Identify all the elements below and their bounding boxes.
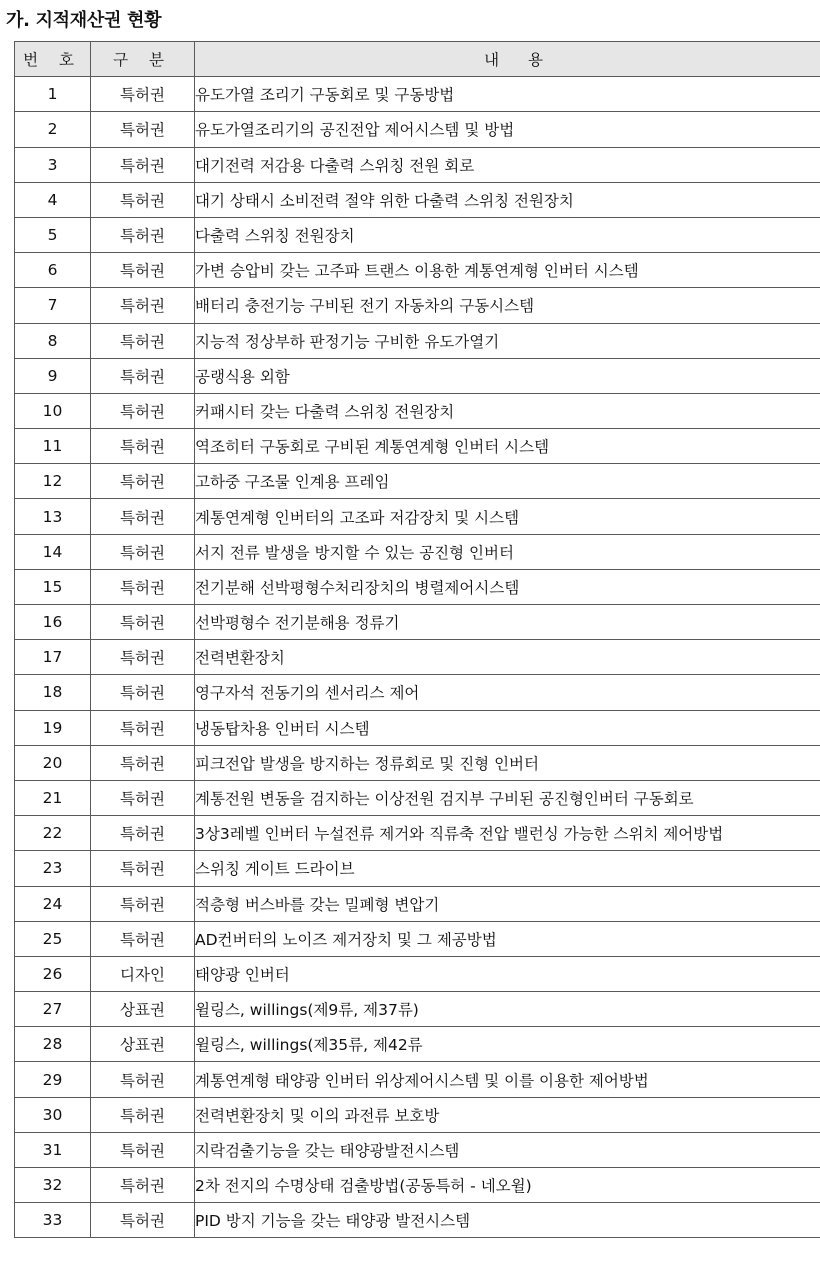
row-category-cell: 특허권	[91, 499, 195, 534]
row-content-cell: 선박평형수 전기분해용 정류기	[195, 605, 820, 640]
row-number-cell: 17	[15, 640, 91, 675]
row-content-cell: 역조히터 구동회로 구비된 계통연계형 인버터 시스템	[195, 429, 820, 464]
table-row	[15, 851, 820, 886]
row-content-cell: PID 방지 기능을 갖는 태양광 발전시스템	[195, 1203, 820, 1238]
row-category-cell: 상표권	[91, 992, 195, 1027]
section-title: 가. 지적재산권 현황	[6, 10, 162, 31]
row-category-cell: 특허권	[91, 77, 195, 112]
table-row	[15, 710, 820, 745]
row-number-cell: 27	[15, 992, 91, 1027]
table-row	[15, 992, 820, 1027]
row-category-cell: 특허권	[91, 1062, 195, 1097]
table-row	[15, 1168, 820, 1203]
row-number-cell: 22	[15, 816, 91, 851]
table-row	[15, 77, 820, 112]
row-number-cell: 5	[15, 217, 91, 252]
row-number-cell: 19	[15, 710, 91, 745]
row-content-cell: 유도가열조리기의 공진전압 제어시스템 및 방법	[195, 112, 820, 147]
table-row	[15, 112, 820, 147]
row-number-cell: 32	[15, 1168, 91, 1203]
row-content-cell: 대기전력 저감용 다출력 스위칭 전원 회로	[195, 147, 820, 182]
table-row	[15, 1027, 820, 1062]
header-number: 번 호	[15, 42, 91, 77]
row-content-cell: 냉동탑차용 인버터 시스템	[195, 710, 820, 745]
row-number-cell: 15	[15, 569, 91, 604]
table-row	[15, 253, 820, 288]
row-content-cell: 가변 승압비 갖는 고주파 트랜스 이용한 계통연계형 인버터 시스템	[195, 253, 820, 288]
row-number-cell: 21	[15, 780, 91, 815]
row-category-cell: 특허권	[91, 534, 195, 569]
row-content-cell: 지락검출기능을 갖는 태양광발전시스템	[195, 1132, 820, 1167]
row-category-cell: 특허권	[91, 464, 195, 499]
row-content-cell: 계통연계형 태양광 인버터 위상제어시스템 및 이를 이용한 제어방법	[195, 1062, 820, 1097]
row-content-cell: 전력변환장치	[195, 640, 820, 675]
row-category-cell: 특허권	[91, 217, 195, 252]
table-row	[15, 534, 820, 569]
table-row	[15, 393, 820, 428]
table-row	[15, 1203, 820, 1238]
row-content-cell: 계통연계형 인버터의 고조파 저감장치 및 시스템	[195, 499, 820, 534]
row-number-cell: 18	[15, 675, 91, 710]
table-row	[15, 921, 820, 956]
table-row	[15, 182, 820, 217]
row-category-cell: 특허권	[91, 851, 195, 886]
row-content-cell: 피크전압 발생을 방지하는 정류회로 및 진형 인버터	[195, 745, 820, 780]
row-category-cell: 특허권	[91, 605, 195, 640]
row-content-cell: 다출력 스위칭 전원장치	[195, 217, 820, 252]
header-content: 내 용	[195, 42, 820, 77]
row-number-cell: 29	[15, 1062, 91, 1097]
row-category-cell: 특허권	[91, 182, 195, 217]
row-number-cell: 1	[15, 77, 91, 112]
table-row	[15, 464, 820, 499]
row-category-cell: 특허권	[91, 816, 195, 851]
row-content-cell: 계통전원 변동을 검지하는 이상전원 검지부 구비된 공진형인버터 구동회로	[195, 780, 820, 815]
row-number-cell: 28	[15, 1027, 91, 1062]
table-row	[15, 147, 820, 182]
row-content-cell: 유도가열 조리기 구동회로 및 구동방법	[195, 77, 820, 112]
table-row	[15, 569, 820, 604]
row-number-cell: 9	[15, 358, 91, 393]
header-category: 구 분	[91, 42, 195, 77]
row-number-cell: 23	[15, 851, 91, 886]
table-row	[15, 499, 820, 534]
row-category-cell: 특허권	[91, 253, 195, 288]
row-content-cell: 2차 전지의 수명상태 검출방법(공동특허 - 네오윌)	[195, 1168, 820, 1203]
table-row	[15, 323, 820, 358]
row-content-cell: 서지 전류 발생을 방지할 수 있는 공진형 인버터	[195, 534, 820, 569]
row-number-cell: 12	[15, 464, 91, 499]
row-content-cell: 윌링스, willings(제35류, 제42류	[195, 1027, 820, 1062]
row-number-cell: 24	[15, 886, 91, 921]
row-content-cell: 3상3레벨 인버터 누설전류 제거와 직류축 전압 밸런싱 가능한 스위치 제어방법	[195, 816, 820, 851]
row-content-cell: 지능적 정상부하 판정기능 구비한 유도가열기	[195, 323, 820, 358]
row-content-cell: 대기 상태시 소비전력 절약 위한 다출력 스위칭 전원장치	[195, 182, 820, 217]
row-content-cell: 공랭식용 외함	[195, 358, 820, 393]
table-header-row	[15, 42, 820, 77]
row-number-cell: 4	[15, 182, 91, 217]
row-category-cell: 특허권	[91, 288, 195, 323]
row-content-cell: 스위칭 게이트 드라이브	[195, 851, 820, 886]
row-number-cell: 26	[15, 956, 91, 991]
row-content-cell: 고하중 구조물 인계용 프레임	[195, 464, 820, 499]
row-category-cell: 특허권	[91, 745, 195, 780]
row-category-cell: 특허권	[91, 640, 195, 675]
row-number-cell: 2	[15, 112, 91, 147]
row-category-cell: 특허권	[91, 323, 195, 358]
row-number-cell: 7	[15, 288, 91, 323]
table-row	[15, 640, 820, 675]
row-category-cell: 특허권	[91, 569, 195, 604]
row-content-cell: 적층형 버스바를 갖는 밀폐형 변압기	[195, 886, 820, 921]
row-number-cell: 14	[15, 534, 91, 569]
row-content-cell: 커패시터 갖는 다출력 스위칭 전원장치	[195, 393, 820, 428]
row-number-cell: 10	[15, 393, 91, 428]
row-content-cell: 배터리 충전기능 구비된 전기 자동차의 구동시스템	[195, 288, 820, 323]
table-row	[15, 745, 820, 780]
table-row	[15, 816, 820, 851]
table-body	[15, 77, 820, 1238]
row-category-cell: 특허권	[91, 147, 195, 182]
row-number-cell: 8	[15, 323, 91, 358]
row-number-cell: 30	[15, 1097, 91, 1132]
row-content-cell: 전력변환장치 및 이의 과전류 보호방	[195, 1097, 820, 1132]
row-number-cell: 13	[15, 499, 91, 534]
table-row	[15, 1097, 820, 1132]
table-row	[15, 886, 820, 921]
row-number-cell: 25	[15, 921, 91, 956]
table-row	[15, 217, 820, 252]
row-category-cell: 특허권	[91, 780, 195, 815]
row-category-cell: 특허권	[91, 429, 195, 464]
table-row	[15, 358, 820, 393]
row-category-cell: 특허권	[91, 1132, 195, 1167]
row-number-cell: 31	[15, 1132, 91, 1167]
row-content-cell: 태양광 인버터	[195, 956, 820, 991]
row-content-cell: 윌링스, willings(제9류, 제37류)	[195, 992, 820, 1027]
table-row	[15, 675, 820, 710]
row-category-cell: 특허권	[91, 1097, 195, 1132]
ip-status-table	[14, 41, 820, 1238]
row-category-cell: 상표권	[91, 1027, 195, 1062]
row-number-cell: 16	[15, 605, 91, 640]
row-category-cell: 특허권	[91, 886, 195, 921]
table-row	[15, 780, 820, 815]
table-row	[15, 1062, 820, 1097]
row-category-cell: 특허권	[91, 710, 195, 745]
table-row	[15, 956, 820, 991]
table-row	[15, 605, 820, 640]
row-content-cell: 전기분해 선박평형수처리장치의 병렬제어시스템	[195, 569, 820, 604]
row-category-cell: 디자인	[91, 956, 195, 991]
row-number-cell: 6	[15, 253, 91, 288]
table-row	[15, 288, 820, 323]
row-category-cell: 특허권	[91, 1203, 195, 1238]
table-row	[15, 1132, 820, 1167]
row-category-cell: 특허권	[91, 393, 195, 428]
row-number-cell: 20	[15, 745, 91, 780]
row-content-cell: 영구자석 전동기의 센서리스 제어	[195, 675, 820, 710]
row-category-cell: 특허권	[91, 358, 195, 393]
row-content-cell: AD컨버터의 노이즈 제거장치 및 그 제공방법	[195, 921, 820, 956]
row-number-cell: 11	[15, 429, 91, 464]
row-category-cell: 특허권	[91, 1168, 195, 1203]
row-category-cell: 특허권	[91, 921, 195, 956]
row-category-cell: 특허권	[91, 675, 195, 710]
row-number-cell: 33	[15, 1203, 91, 1238]
row-number-cell: 3	[15, 147, 91, 182]
table-row	[15, 429, 820, 464]
row-category-cell: 특허권	[91, 112, 195, 147]
